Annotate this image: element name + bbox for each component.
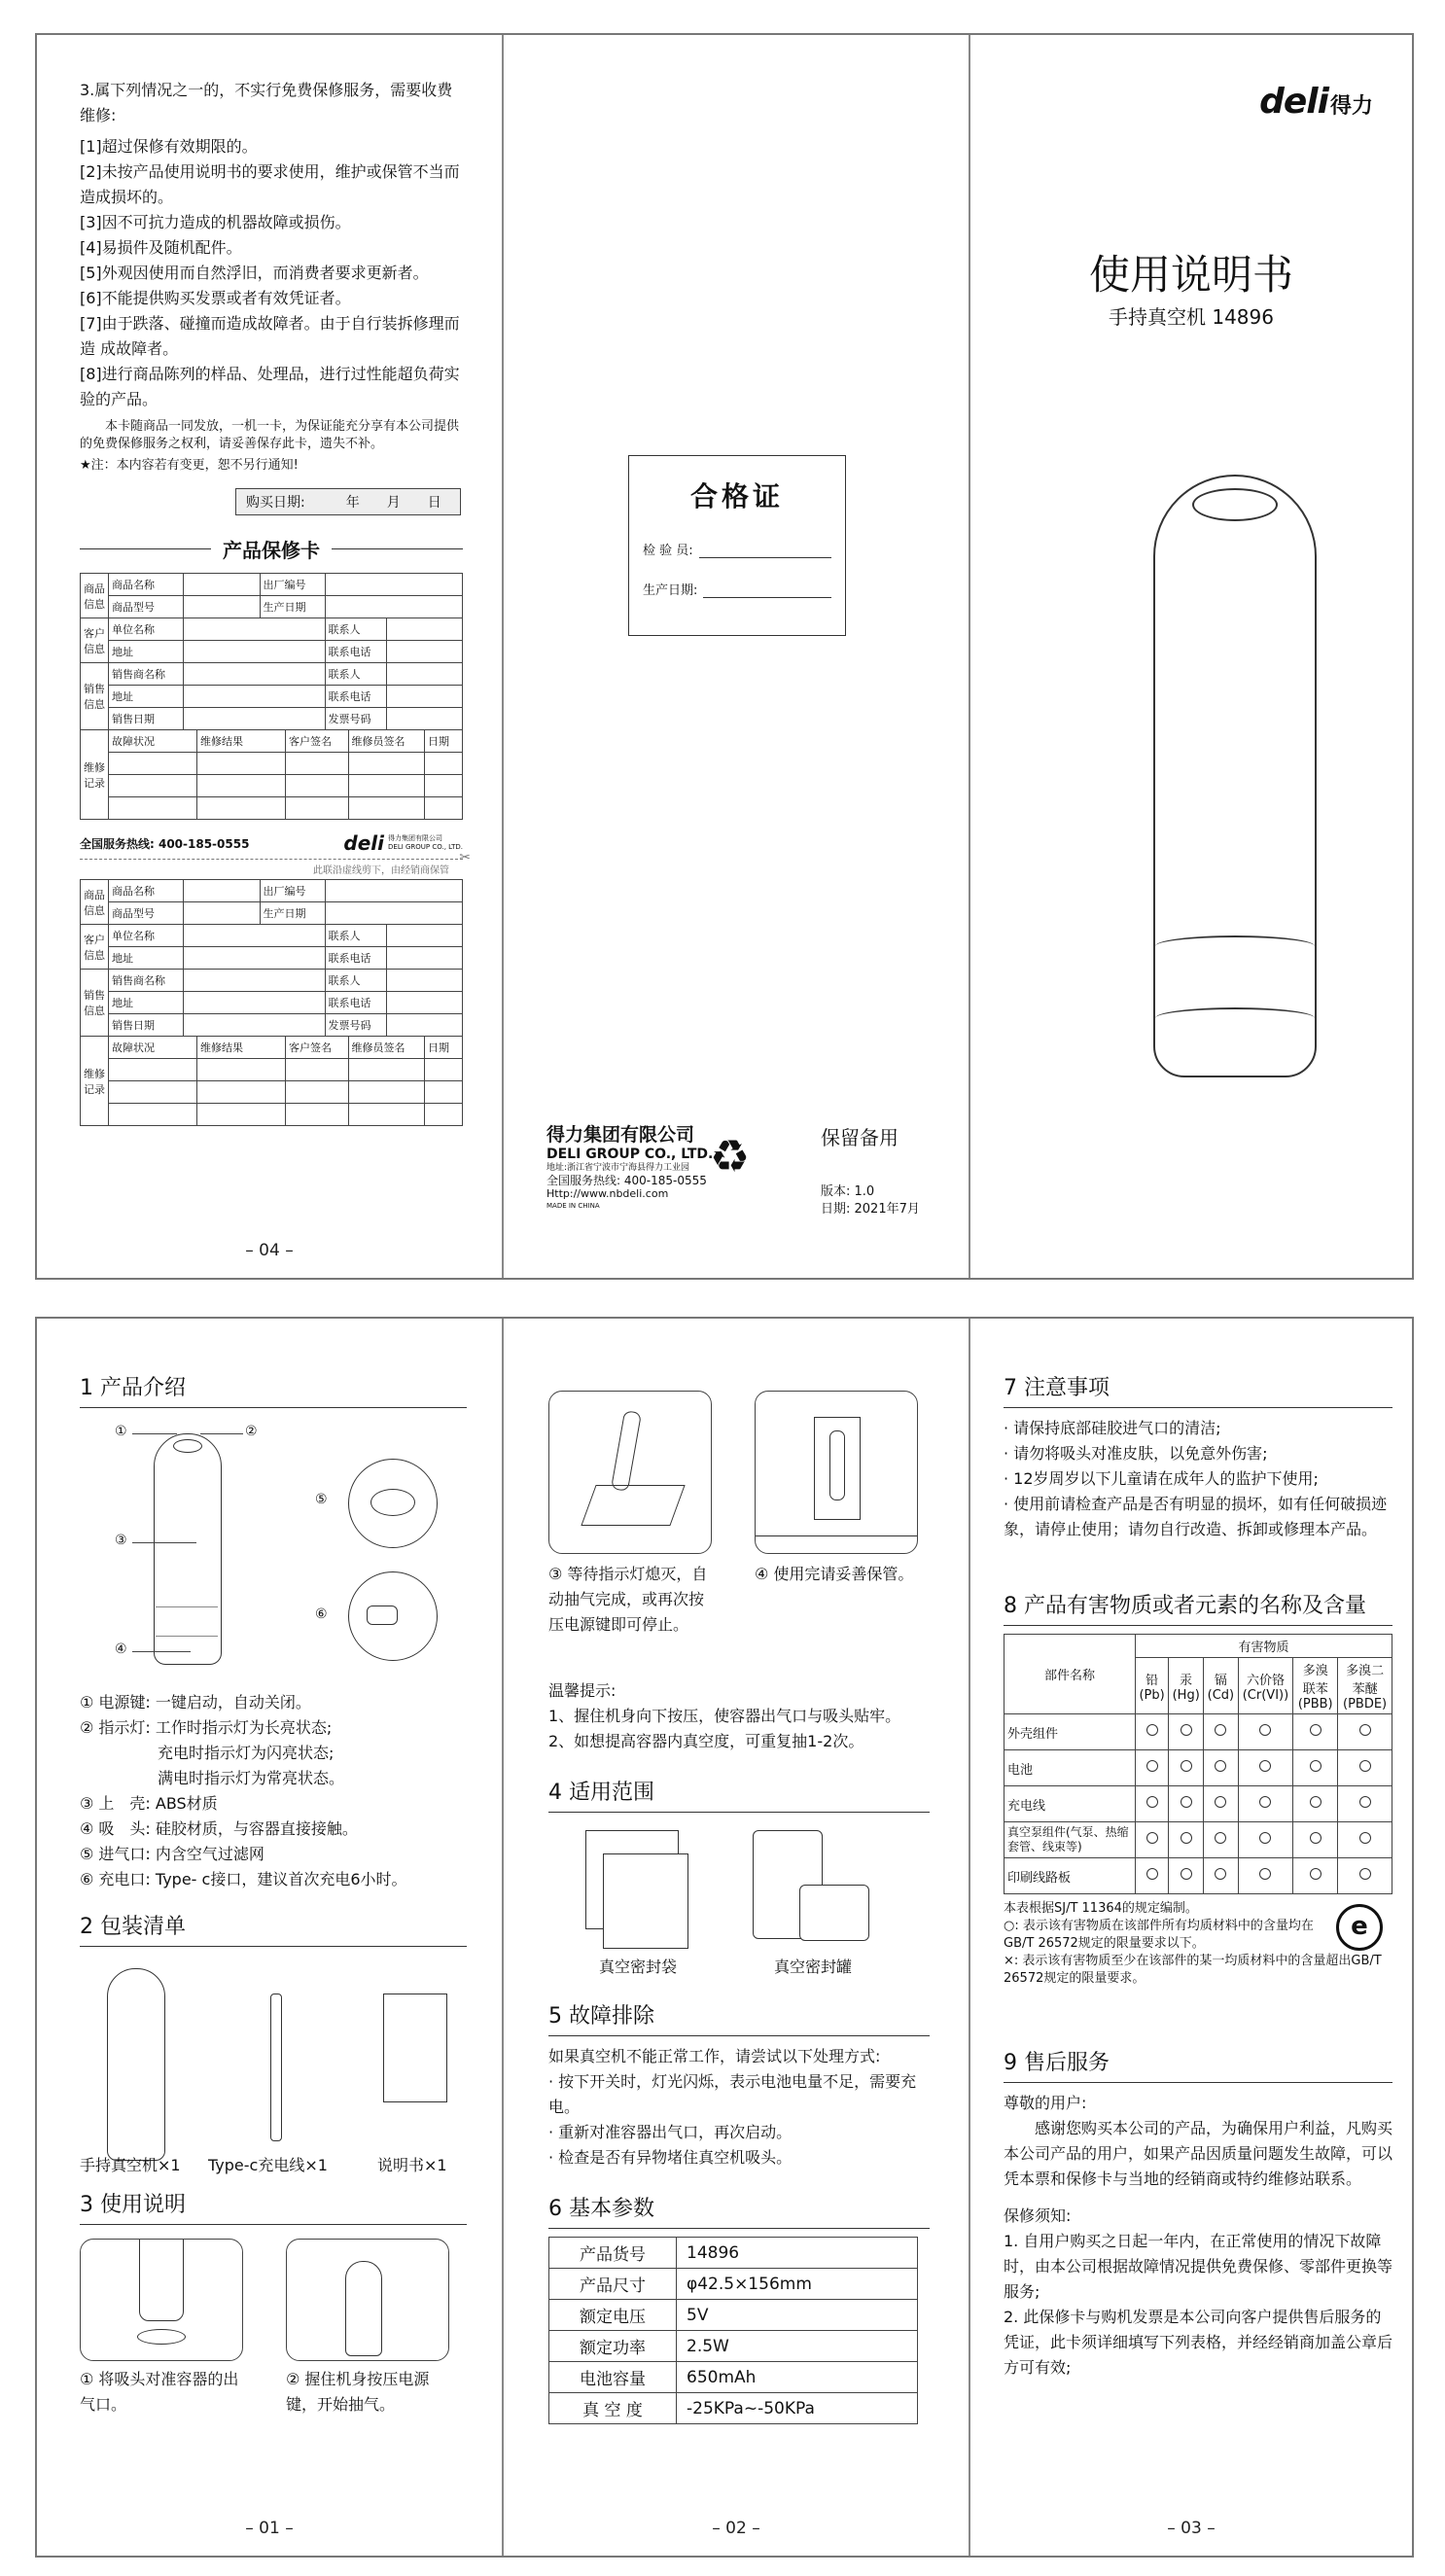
spec-label: 额定功率 — [549, 2331, 677, 2362]
input-cell[interactable] — [325, 902, 463, 925]
company-name-en: DELI GROUP CO., LTD. — [546, 1147, 714, 1162]
list-item: ⑤ 进气口: 内含空气过滤网 — [80, 1845, 264, 1863]
logo-subtext: 得力集团有限公司 — [388, 834, 442, 842]
table-row — [549, 2238, 918, 2269]
greeting: 尊敬的用户: — [1004, 2094, 1087, 2112]
step-2-text: ② 握住机身按压电源键，开始抽气。 — [286, 2370, 430, 2414]
service-text: 感谢您购买本公司的产品，为确保用户利益，凡购买本公司产品的用户，如果产品因质量问题发生故障，可以凭本票和保修卡与当地的经销商或特约维修站联系。 — [1004, 2119, 1393, 2188]
precaution-item: · 使用前请检查产品是否有明显的损坏，如有任何破损迹象，请停止使用；请勿自行改造、拆卸或修理本产品。 — [1004, 1495, 1388, 1538]
card-note: 本卡随商品一同发放，一机一卡，为保证能充分享有本公司提供的免费保修服务之权利，请妥善保存此卡，遗失不补。 — [80, 419, 460, 451]
step1-illustration — [80, 2239, 243, 2361]
field-label: 出厂编号 — [263, 579, 306, 591]
logo-subtext: DELI GROUP CO., LTD. — [388, 843, 463, 851]
page-01 — [37, 1319, 502, 2556]
callout-3: ③ — [115, 1533, 127, 1548]
scope-item: 真空密封罐 — [774, 1958, 853, 1976]
step2-illustration — [286, 2239, 449, 2361]
column-header: 六价铬 (Cr(VI)) — [1238, 1658, 1293, 1714]
company-address: 地址:浙江省宁波市宁海县得力工业园 — [546, 1163, 690, 1173]
field-label: 商品名称 — [112, 579, 155, 591]
field-label: 销售日期 — [112, 713, 155, 725]
field-label: 出厂编号 — [263, 885, 306, 898]
table-row — [549, 2300, 918, 2331]
column-header: 日期 — [428, 735, 449, 748]
input-cell[interactable] — [325, 574, 463, 596]
input-cell[interactable] — [184, 618, 326, 641]
section-title-precautions: 7 注意事项 — [1004, 1371, 1392, 1408]
field-label: 单位名称 — [112, 930, 155, 942]
field-label: 发票号码 — [328, 1019, 371, 1032]
list-item: ③ 上 壳: ABS材质 — [80, 1794, 218, 1813]
input-cell[interactable] — [386, 663, 463, 686]
precaution-item: · 12岁周岁以下儿童请在成年人的监护下使用; — [1004, 1469, 1319, 1488]
hotline-text: 全国服务热线: 400-185-0555 — [80, 836, 250, 851]
certificate-box — [628, 455, 846, 636]
made-in-china: MADE IN CHINA — [546, 1202, 600, 1210]
section-title-troubleshooting: 5 故障排除 — [548, 1999, 930, 2036]
table-row — [549, 2269, 918, 2300]
change-note: ★注：本内容若有变更，恕不另行通知! — [80, 458, 299, 473]
warranty-stub-table — [80, 879, 463, 1037]
troubleshoot-item: · 按下开关时，灯光闪烁，表示电池电量不足，需要充电。 — [548, 2072, 917, 2116]
scope-item: 真空密封袋 — [599, 1958, 678, 1976]
field-label: 销售商名称 — [112, 974, 165, 987]
input-cell[interactable] — [184, 880, 261, 902]
list-item: 充电时指示灯为闪亮状态; — [80, 1744, 335, 1762]
input-cell[interactable] — [184, 574, 261, 596]
input-cell[interactable] — [386, 641, 463, 663]
logo-text-cn: 得力 — [1329, 94, 1373, 119]
production-date-label: 生产日期: — [643, 583, 698, 598]
tips-title: 温馨提示: — [548, 1681, 617, 1700]
page-04 — [37, 35, 502, 1278]
section-title-product-intro: 1 产品介绍 — [80, 1371, 467, 1408]
spec-value: 14896 — [677, 2238, 918, 2269]
page-02 — [504, 1319, 969, 2556]
eco-mark-letter: e — [1351, 1912, 1368, 1941]
scope-illustrations — [548, 1820, 930, 1986]
field-label: 联系电话 — [328, 952, 371, 965]
group-label: 客户信息 — [84, 933, 105, 962]
callout-6: ⑥ — [315, 1606, 328, 1622]
step-1-text: ① 将吸头对准容器的出气口。 — [80, 2370, 239, 2414]
usage-steps — [80, 2233, 467, 2427]
table-row — [549, 2331, 918, 2362]
inlet-detail-illustration — [348, 1459, 438, 1548]
spec-value: 650mAh — [677, 2362, 918, 2393]
eco-mark-icon — [1336, 1904, 1383, 1951]
repair-record-stub-table — [80, 1036, 463, 1126]
no-free-repair-heading: 3.属下列情况之一的，不实行免费保修服务，需要收费维修: — [80, 81, 453, 124]
company-website: Http://www.nbdeli.com — [546, 1187, 669, 1200]
list-item: ① 电源键: 一键启动，自动关闭。 — [80, 1693, 311, 1711]
field-label: 商品型号 — [112, 907, 155, 920]
field-label: 联系电话 — [328, 997, 371, 1009]
group-label: 维修记录 — [84, 760, 105, 790]
package-item: 说明书×1 — [377, 2156, 447, 2174]
section-title-package: 2 包装清单 — [80, 1910, 467, 1947]
input-cell[interactable] — [184, 1014, 326, 1037]
callout-2: ② — [245, 1424, 258, 1439]
table-row — [1004, 1822, 1392, 1858]
field-label: 地址 — [112, 997, 133, 1009]
troubleshoot-item: · 检查是否有异物堵住真空机吸头。 — [548, 2148, 793, 2167]
column-header: 多溴联苯 (PBB) — [1293, 1658, 1338, 1714]
spec-label: 额定电压 — [549, 2300, 677, 2331]
table-row — [549, 2393, 918, 2424]
manual-subtitle: 手持真空机 14896 — [1109, 305, 1274, 329]
list-item: ② 指示灯: 工作时指示灯为长亮状态; — [80, 1718, 333, 1737]
list-item: [8]进行商品陈列的样品、处理品，进行过性能超负荷实验的产品。 — [80, 365, 460, 408]
spec-value: -25KPa~-50KPa — [677, 2393, 918, 2424]
usage-steps-continued — [548, 1391, 930, 1678]
field-label: 单位名称 — [112, 623, 155, 636]
section-title-specs: 6 基本参数 — [548, 2192, 930, 2229]
step-3-text: ③ 等待指示灯熄灭，自动抽气完成，或再次按压电源键即可停止。 — [548, 1565, 708, 1634]
column-header: 部件名称 — [1043, 1669, 1095, 1683]
field-label: 地址 — [112, 690, 133, 703]
page-number: – 03 – — [1167, 2519, 1216, 2538]
field-label: 销售日期 — [112, 1019, 155, 1032]
version-text: 版本: 1.0 — [821, 1184, 875, 1199]
input-cell[interactable] — [184, 708, 326, 730]
parts-description — [80, 1690, 467, 1892]
column-header: 故障状况 — [112, 735, 155, 748]
column-header: 日期 — [428, 1041, 449, 1054]
list-item: [6]不能提供购买发票或者有效凭证者。 — [80, 289, 351, 307]
warranty-card-table — [80, 573, 463, 730]
column-header: 维修员签名 — [351, 735, 405, 748]
part-name-cell: 印刷线路板 — [1004, 1858, 1136, 1894]
column-header: 故障状况 — [112, 1041, 155, 1054]
list-item: 满电时指示灯为常亮状态。 — [80, 1769, 345, 1787]
precaution-item: · 请保持底部硅胶进气口的清洁; — [1004, 1419, 1221, 1437]
table-row — [549, 2362, 918, 2393]
list-item: [4]易损件及随机配件。 — [80, 238, 242, 257]
scissors-icon: ✂ — [459, 850, 471, 865]
cut-line — [80, 850, 471, 876]
page-05 — [504, 35, 969, 1278]
recycle-icon: ♻ — [710, 1130, 751, 1182]
field-label: 联系电话 — [328, 646, 371, 658]
parts-diagram — [80, 1416, 467, 1676]
column-header: 客户签名 — [289, 1041, 332, 1054]
deli-small-logo — [343, 831, 463, 855]
input-cell[interactable] — [184, 686, 326, 708]
purchase-date-box: 购买日期: 年 月 日 — [235, 488, 461, 515]
field-label: 生产日期 — [263, 907, 306, 920]
repair-record-table — [80, 729, 463, 820]
field-label: 联系人 — [328, 668, 361, 681]
port-detail-illustration — [348, 1571, 438, 1661]
input-cell[interactable] — [184, 596, 261, 618]
top-sheet — [35, 33, 1414, 1280]
exclusion-list — [80, 134, 463, 412]
part-name-cell: 外壳组件 — [1004, 1714, 1136, 1750]
production-date-field[interactable] — [703, 583, 831, 598]
warranty-item: 1. 自用户购买之日起一年内，在正常使用的情况下故障时，由本公司根据故障情况提供免费保修、零部件更换等服务; — [1004, 2232, 1393, 2301]
table-row — [1004, 1750, 1392, 1786]
field-label: 商品型号 — [112, 601, 155, 614]
field-label: 生产日期 — [263, 601, 306, 614]
manual-booklet-illustration — [383, 1994, 447, 2102]
callout-1: ① — [115, 1424, 127, 1439]
callout-5: ⑤ — [315, 1492, 328, 1507]
part-name-cell: 充电线 — [1004, 1786, 1136, 1822]
spec-label: 电池容量 — [549, 2362, 677, 2393]
hotline-row — [80, 831, 463, 855]
input-cell[interactable] — [325, 880, 463, 902]
package-item: 手持真空机×1 — [80, 2156, 181, 2174]
list-item: ④ 吸 头: 硅胶材质，与容器直接接触。 — [80, 1819, 358, 1838]
section-title-hazardous: 8 产品有害物质或者元素的名称及含量 — [1004, 1589, 1392, 1626]
input-cell[interactable] — [386, 947, 463, 970]
table-row — [1004, 1858, 1392, 1894]
inspector-label: 检 验 员: — [643, 544, 693, 558]
page-number: – 02 – — [712, 2519, 760, 2538]
spec-value: 5V — [677, 2300, 918, 2331]
input-cell[interactable] — [184, 992, 326, 1014]
group-label: 销售信息 — [84, 683, 105, 711]
field-label: 发票号码 — [328, 713, 371, 725]
list-item: [2]未按产品使用说明书的要求使用，维护或保管不当而造成损坏的。 — [80, 162, 460, 206]
logo-text: deli — [343, 831, 384, 855]
field-label: 联系人 — [328, 623, 361, 636]
logo-text: deli — [1259, 82, 1328, 122]
deli-logo — [1259, 82, 1373, 122]
input-cell[interactable] — [386, 970, 463, 992]
keep-for-reference: 保留备用 — [821, 1126, 899, 1149]
spec-label: 产品尺寸 — [549, 2269, 677, 2300]
input-cell[interactable] — [386, 618, 463, 641]
column-header: 维修员签名 — [351, 1041, 405, 1054]
field-label: 销售商名称 — [112, 668, 165, 681]
field-label: 地址 — [112, 952, 133, 965]
input-cell[interactable] — [325, 596, 463, 618]
hazardous-substance-table — [1004, 1634, 1392, 1894]
page-03 — [970, 1319, 1412, 2556]
field-label: 地址 — [112, 646, 133, 658]
list-item: [7]由于跌落、碰撞而造成故障者。由于自行装拆修理而造 成故障者。 — [80, 314, 460, 358]
field-label: 商品名称 — [112, 885, 155, 898]
input-cell[interactable] — [184, 970, 326, 992]
group-label: 客户信息 — [84, 626, 105, 655]
section-title-usage: 3 使用说明 — [80, 2188, 467, 2225]
list-item: [1]超过保修有效期限的。 — [80, 137, 258, 156]
column-header: 镉 (Cd) — [1204, 1658, 1238, 1714]
hazard-note: ×: 表示该有害物质至少在该部件的某一均质材料中的含量超出GB/T 26572规定的限量要求。 — [1004, 1954, 1382, 1986]
input-cell[interactable] — [184, 925, 326, 947]
column-header: 铅 (Pb) — [1136, 1658, 1169, 1714]
page-number: – 04 – — [245, 1241, 294, 1260]
step3-illustration — [548, 1391, 712, 1554]
input-cell[interactable] — [386, 686, 463, 708]
input-cell[interactable] — [386, 925, 463, 947]
field-label: 联系电话 — [328, 690, 371, 703]
company-hotline: 全国服务热线: 400-185-0555 — [546, 1174, 707, 1187]
input-cell[interactable] — [184, 641, 326, 663]
vacuum-device-illustration — [107, 1968, 165, 2161]
column-header: 维修结果 — [200, 1041, 243, 1054]
warranty-card-title-row — [80, 535, 463, 563]
group-label: 维修记录 — [84, 1067, 105, 1096]
warranty-item: 2. 此保修卡与购机发票是本公司向客户提供售后服务的凭证，此卡须详细填写下列表格，并经经销商加盖公章后方可有效; — [1004, 2308, 1393, 2377]
field-label: 联系人 — [328, 974, 361, 987]
tip-item: 2、如想提高容器内真空度，可重复抽1-2次。 — [548, 1732, 864, 1750]
tip-item: 1、握住机身向下按压，使容器出气口与吸头贴牢。 — [548, 1707, 901, 1725]
callout-4: ④ — [115, 1641, 127, 1657]
section-title-after-sales: 9 售后服务 — [1004, 2046, 1392, 2083]
group-label: 商品信息 — [84, 582, 105, 611]
spec-table — [548, 2237, 918, 2424]
company-name-cn: 得力集团有限公司 — [546, 1124, 695, 1146]
list-item: [3]因不可抗力造成的机器故障或损伤。 — [80, 213, 351, 231]
package-item: Type-c充电线×1 — [208, 2156, 328, 2174]
group-label: 商品信息 — [84, 888, 105, 917]
warranty-notice-title: 保修须知: — [1004, 2206, 1072, 2225]
column-header: 有害物质 — [1238, 1641, 1289, 1655]
input-cell[interactable] — [184, 947, 326, 970]
field-label: 联系人 — [328, 930, 361, 942]
table-row — [1004, 1714, 1392, 1750]
spec-value: 2.5W — [677, 2331, 918, 2362]
input-cell[interactable] — [386, 992, 463, 1014]
manual-title: 使用说明书 — [1088, 251, 1293, 299]
step4-illustration — [755, 1391, 918, 1554]
input-cell[interactable] — [386, 708, 463, 730]
cut-note: 此联沿虚线剪下，由经销商保管 — [313, 865, 449, 876]
spec-label: 真 空 度 — [549, 2393, 677, 2424]
group-label: 销售信息 — [84, 989, 105, 1017]
page-number: – 01 – — [245, 2519, 294, 2538]
package-contents — [80, 1955, 467, 2178]
input-cell[interactable] — [184, 902, 261, 925]
column-header: 多溴二苯醚 (PBDE) — [1338, 1658, 1392, 1714]
cable-illustration — [270, 1994, 282, 2141]
hazard-note: 本表根据SJ/T 11364的规定编制。 — [1004, 1901, 1198, 1916]
troubleshoot-intro: 如果真空机不能正常工作，请尝试以下处理方式: — [548, 2047, 881, 2065]
column-header: 客户签名 — [289, 735, 332, 748]
column-header: 汞 (Hg) — [1169, 1658, 1204, 1714]
list-item: [5]外观因使用而自然浮旧，而消费者要求更新者。 — [80, 264, 429, 282]
list-item: ⑥ 充电口: Type- c接口，建议首次充电6小时。 — [80, 1870, 407, 1888]
part-name-cell: 电池 — [1004, 1750, 1136, 1786]
part-name-cell: 真空泵组件(气泵、热缩套管、线束等) — [1004, 1822, 1136, 1858]
spec-value: φ42.5×156mm — [677, 2269, 918, 2300]
input-cell[interactable] — [386, 1014, 463, 1037]
certificate-title: 合格证 — [689, 480, 784, 512]
section-title-scope: 4 适用范围 — [548, 1776, 930, 1813]
inspector-field[interactable] — [699, 544, 831, 558]
warranty-card-title: 产品保修卡 — [223, 539, 320, 562]
spec-label: 产品货号 — [549, 2238, 677, 2269]
precaution-item: · 请勿将吸头对准皮肤，以免意外伤害; — [1004, 1444, 1268, 1463]
product-illustration — [1153, 475, 1317, 1077]
step-4-text: ④ 使用完请妥善保管。 — [755, 1565, 914, 1583]
bottom-sheet — [35, 1317, 1414, 2558]
page-06 — [970, 35, 1412, 1278]
input-cell[interactable] — [184, 663, 326, 686]
column-header: 维修结果 — [200, 735, 243, 748]
release-date-text: 日期: 2021年7月 — [821, 1202, 920, 1217]
troubleshoot-item: · 重新对准容器出气口，再次启动。 — [548, 2123, 793, 2141]
table-row — [1004, 1786, 1392, 1822]
hazard-note: ○: 表示该有害物质在该部件所有均质材料中的含量均在GB/T 26572规定的限量要求以下。 — [1004, 1919, 1314, 1951]
